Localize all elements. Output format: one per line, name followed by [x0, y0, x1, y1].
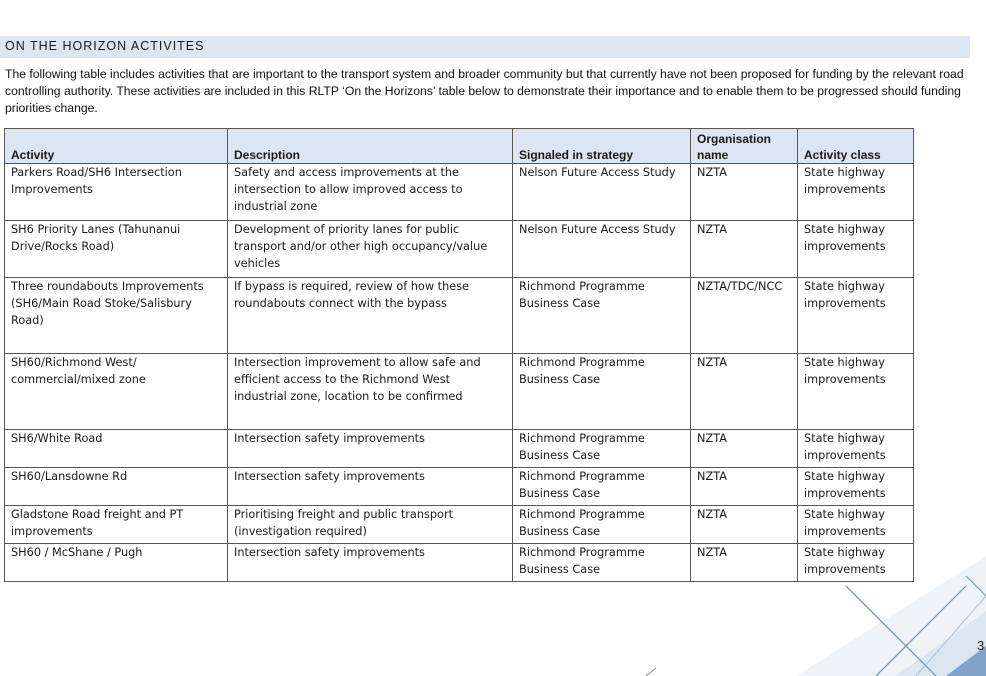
- cell-organisation: NZTA: [691, 354, 798, 430]
- cell-organisation: NZTA: [691, 221, 798, 278]
- section-header-bar: [0, 36, 970, 58]
- cell-activity-class: State highway improvements: [798, 164, 914, 221]
- cell-strategy: Richmond Programme Business Case: [513, 354, 691, 430]
- cell-activity-class: State highway improvements: [798, 354, 914, 430]
- table-row: [5, 506, 914, 544]
- table-row: [5, 430, 914, 468]
- cell-activity: Parkers Road/SH6 Intersection Improvements: [5, 164, 228, 221]
- cell-description: Intersection improvement to allow safe and efficient access to the Richmond West industrial zone, location to be confirmed: [228, 354, 513, 430]
- table-row: [5, 164, 914, 221]
- header-description: Description: [228, 129, 513, 164]
- header-activity-class: Activity class: [798, 129, 914, 164]
- on-the-horizon-table: [4, 128, 914, 582]
- table-row: [5, 221, 914, 278]
- table-row: [5, 468, 914, 506]
- cell-activity-class: State highway improvements: [798, 506, 914, 544]
- deco-line-5: [646, 668, 656, 676]
- cell-organisation: NZTA: [691, 164, 798, 221]
- table-row: [5, 354, 914, 430]
- cell-organisation: NZTA: [691, 506, 798, 544]
- cell-organisation: NZTA: [691, 468, 798, 506]
- cell-description: Development of priority lanes for public transport and/or other high occupancy/value vehicles: [228, 221, 513, 278]
- header-activity: Activity: [5, 129, 228, 164]
- cell-activity-class: State highway improvements: [798, 278, 914, 354]
- cell-strategy: Richmond Programme Business Case: [513, 278, 691, 354]
- cell-description: Safety and access improvements at the intersection to allow improved access to industrial zone: [228, 164, 513, 221]
- cell-activity-class: State highway improvements: [798, 544, 914, 582]
- cell-activity-class: State highway improvements: [798, 468, 914, 506]
- cell-description: Intersection safety improvements: [228, 544, 513, 582]
- cell-activity: Gladstone Road freight and PT improvements: [5, 506, 228, 544]
- header-signaled-in-strategy: Signaled in strategy: [513, 129, 691, 164]
- page-number: 3: [977, 638, 985, 653]
- decorative-footer-graphic: [646, 556, 986, 676]
- intro-paragraph: The following table includes activities that are important to the transport system and broader community but that currently have not been proposed for funding by the relevant road controlling authority. These activities are included in this RLTP ‘On the Horizons’ table below to demonstrate their importance and to enable them to be progressed should funding priorities change.: [5, 67, 964, 115]
- cell-activity: SH60 / McShane / Pugh: [5, 544, 228, 582]
- table-header-row: [5, 129, 914, 164]
- cell-description: If bypass is required, review of how these roundabouts connect with the bypass: [228, 278, 513, 354]
- cell-organisation: NZTA: [691, 544, 798, 582]
- cell-description: Intersection safety improvements: [228, 468, 513, 506]
- table-row: [5, 278, 914, 354]
- cell-activity: Three roundabouts Improvements (SH6/Main Road Stoke/Salisbury Road): [5, 278, 228, 354]
- cell-activity-class: State highway improvements: [798, 221, 914, 278]
- section-title: ON THE HORIZON ACTIVITES: [5, 39, 205, 53]
- cell-activity: SH6/White Road: [5, 430, 228, 468]
- cell-strategy: Nelson Future Access Study: [513, 164, 691, 221]
- cell-strategy: Nelson Future Access Study: [513, 221, 691, 278]
- cell-strategy: Richmond Programme Business Case: [513, 430, 691, 468]
- cell-organisation: NZTA: [691, 430, 798, 468]
- cell-organisation: NZTA/TDC/NCC: [691, 278, 798, 354]
- cell-description: Intersection safety improvements: [228, 430, 513, 468]
- cell-activity: SH60/Richmond West/ commercial/mixed zone: [5, 354, 228, 430]
- cell-activity: SH6 Priority Lanes (Tahunanui Drive/Rocks Road): [5, 221, 228, 278]
- cell-strategy: Richmond Programme Business Case: [513, 544, 691, 582]
- cell-activity-class: State highway improvements: [798, 430, 914, 468]
- header-organisation-name: Organisation name: [691, 129, 798, 164]
- cell-strategy: Richmond Programme Business Case: [513, 506, 691, 544]
- cell-strategy: Richmond Programme Business Case: [513, 468, 691, 506]
- cell-activity: SH60/Lansdowne Rd: [5, 468, 228, 506]
- cell-description: Prioritising freight and public transport (investigation required): [228, 506, 513, 544]
